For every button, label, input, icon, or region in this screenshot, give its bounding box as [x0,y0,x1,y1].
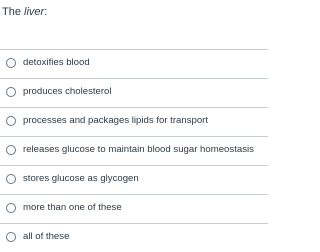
answer-label: stores glucose as glycogen [23,173,139,184]
question-suffix: : [44,6,48,18]
radio-button-icon[interactable] [6,87,16,97]
answer-option-detoxifies-blood[interactable] [0,49,268,78]
answer-options [0,49,268,252]
radio-button-icon[interactable] [6,232,16,242]
radio-button-icon[interactable] [6,145,16,155]
radio-button-icon[interactable] [6,203,16,213]
question-text [2,5,47,19]
answer-label: all of these [23,231,70,242]
answer-option-all-of-these[interactable] [0,223,268,252]
answer-label: detoxifies blood [23,57,90,68]
answer-label: more than one of these [23,202,122,213]
answer-option-releases-glucose[interactable] [0,136,268,165]
answer-option-produces-cholesterol[interactable] [0,78,268,107]
answer-label: produces cholesterol [23,86,112,97]
answer-option-processes-lipids[interactable] [0,107,268,136]
question-emphasis: liver [24,6,45,18]
radio-button-icon[interactable] [6,58,16,68]
radio-button-icon[interactable] [6,174,16,184]
answer-label: releases glucose to maintain blood sugar homeostasis [23,144,254,155]
radio-button-icon[interactable] [6,116,16,126]
question-prefix: The [2,6,25,18]
answer-option-stores-glucose[interactable] [0,165,268,194]
answer-label: processes and packages lipids for transport [23,115,209,126]
answer-option-more-than-one[interactable] [0,194,268,223]
